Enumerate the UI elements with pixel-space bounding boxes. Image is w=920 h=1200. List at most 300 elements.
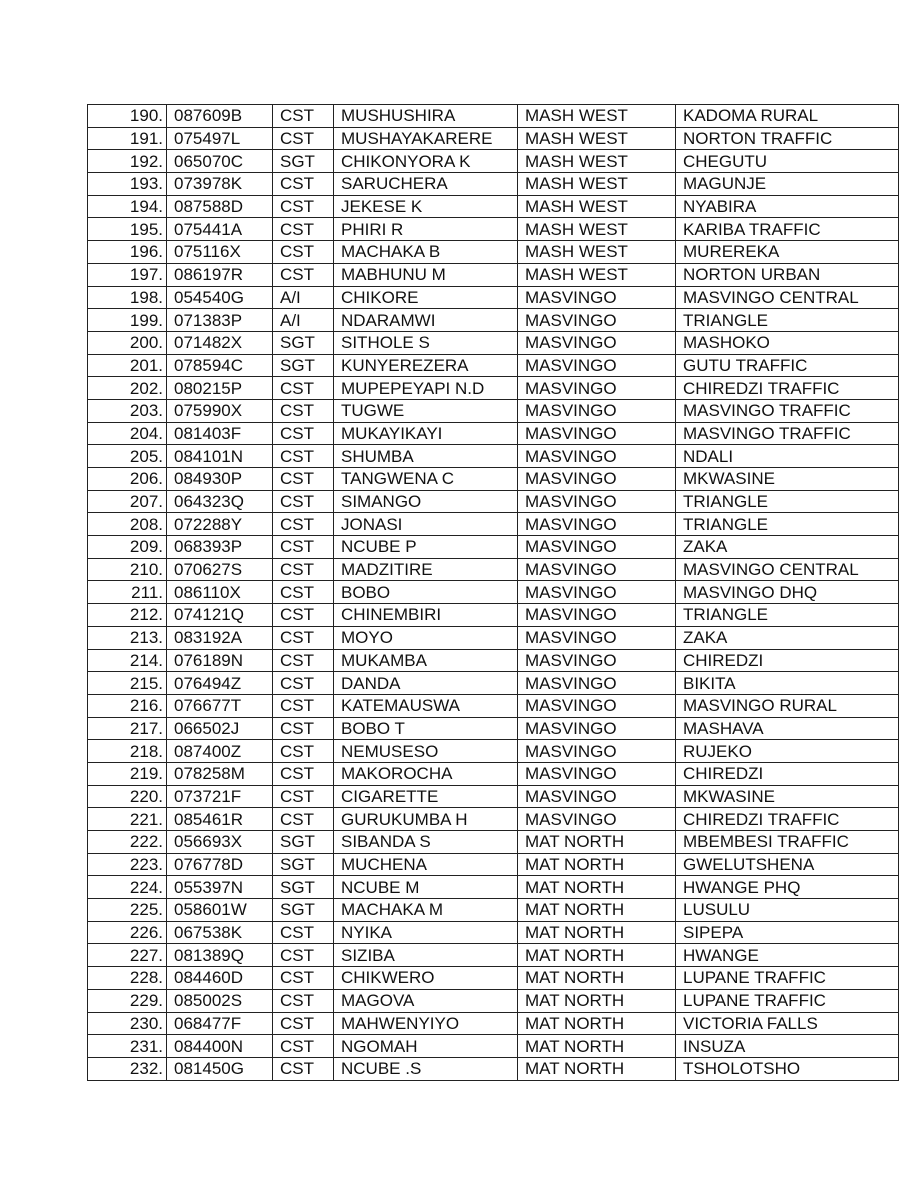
row-number: 197.: [88, 263, 167, 286]
rank-cell: CST: [273, 944, 334, 967]
rank-cell: CST: [273, 989, 334, 1012]
rank-cell: CST: [273, 626, 334, 649]
province-cell: MASVINGO: [518, 740, 676, 763]
station-cell: MKWASINE: [676, 468, 899, 491]
rank-cell: CST: [273, 1012, 334, 1035]
rank-cell: SGT: [273, 150, 334, 173]
province-cell: MASVINGO: [518, 377, 676, 400]
name-cell: JEKESE K: [334, 195, 518, 218]
province-cell: MASH WEST: [518, 218, 676, 241]
station-cell: NORTON TRAFFIC: [676, 127, 899, 150]
station-cell: NDALI: [676, 445, 899, 468]
rank-cell: SGT: [273, 831, 334, 854]
rank-cell: CST: [273, 105, 334, 128]
name-cell: DANDA: [334, 672, 518, 695]
table-row: [88, 785, 899, 808]
station-cell: TRIANGLE: [676, 604, 899, 627]
rank-cell: SGT: [273, 853, 334, 876]
force-number-cell: 068477F: [167, 1012, 273, 1035]
name-cell: MUKAMBA: [334, 649, 518, 672]
force-number-cell: 068393P: [167, 536, 273, 559]
rank-cell: CST: [273, 218, 334, 241]
rank-cell: A/I: [273, 309, 334, 332]
name-cell: MAKOROCHA: [334, 762, 518, 785]
station-cell: RUJEKO: [676, 740, 899, 763]
rank-cell: CST: [273, 785, 334, 808]
force-number-cell: 074121Q: [167, 604, 273, 627]
table-row: [88, 445, 899, 468]
station-cell: ZAKA: [676, 536, 899, 559]
table-row: [88, 604, 899, 627]
force-number-cell: 086197R: [167, 263, 273, 286]
station-cell: TRIANGLE: [676, 309, 899, 332]
province-cell: MAT NORTH: [518, 967, 676, 990]
table-row: [88, 694, 899, 717]
force-number-cell: 084101N: [167, 445, 273, 468]
table-row: [88, 581, 899, 604]
station-cell: CHIREDZI: [676, 649, 899, 672]
province-cell: MASVINGO: [518, 536, 676, 559]
name-cell: SIMANGO: [334, 490, 518, 513]
rank-cell: CST: [273, 536, 334, 559]
row-number: 226.: [88, 921, 167, 944]
province-cell: MASVINGO: [518, 626, 676, 649]
name-cell: SARUCHERA: [334, 173, 518, 196]
table-row: [88, 558, 899, 581]
rank-cell: CST: [273, 445, 334, 468]
table-row: [88, 831, 899, 854]
row-number: 217.: [88, 717, 167, 740]
station-cell: HWANGE PHQ: [676, 876, 899, 899]
force-number-cell: 065070C: [167, 150, 273, 173]
row-number: 221.: [88, 808, 167, 831]
name-cell: SIZIBA: [334, 944, 518, 967]
province-cell: MAT NORTH: [518, 1012, 676, 1035]
force-number-cell: 084400N: [167, 1035, 273, 1058]
row-number: 220.: [88, 785, 167, 808]
force-number-cell: 085461R: [167, 808, 273, 831]
table-row: [88, 263, 899, 286]
table-row: [88, 536, 899, 559]
table-row: [88, 649, 899, 672]
province-cell: MASH WEST: [518, 263, 676, 286]
province-cell: MASVINGO: [518, 286, 676, 309]
province-cell: MASH WEST: [518, 127, 676, 150]
name-cell: CHINEMBIRI: [334, 604, 518, 627]
row-number: 231.: [88, 1035, 167, 1058]
rank-cell: SGT: [273, 354, 334, 377]
province-cell: MASVINGO: [518, 468, 676, 491]
force-number-cell: 087588D: [167, 195, 273, 218]
table-row: [88, 173, 899, 196]
force-number-cell: 055397N: [167, 876, 273, 899]
table-row: [88, 853, 899, 876]
name-cell: MUCHENA: [334, 853, 518, 876]
row-number: 200.: [88, 331, 167, 354]
table-row: [88, 286, 899, 309]
name-cell: NEMUSESO: [334, 740, 518, 763]
province-cell: MASVINGO: [518, 581, 676, 604]
province-cell: MASVINGO: [518, 399, 676, 422]
force-number-cell: 087400Z: [167, 740, 273, 763]
row-number: 194.: [88, 195, 167, 218]
province-cell: MASVINGO: [518, 604, 676, 627]
force-number-cell: 070627S: [167, 558, 273, 581]
station-cell: INSUZA: [676, 1035, 899, 1058]
force-number-cell: 072288Y: [167, 513, 273, 536]
table-row: [88, 422, 899, 445]
rank-cell: CST: [273, 399, 334, 422]
table-row: [88, 241, 899, 264]
row-number: 202.: [88, 377, 167, 400]
rank-cell: CST: [273, 513, 334, 536]
station-cell: NYABIRA: [676, 195, 899, 218]
province-cell: MASVINGO: [518, 694, 676, 717]
station-cell: MASVINGO CENTRAL: [676, 558, 899, 581]
row-number: 195.: [88, 218, 167, 241]
force-number-cell: 076778D: [167, 853, 273, 876]
province-cell: MASVINGO: [518, 717, 676, 740]
row-number: 228.: [88, 967, 167, 990]
row-number: 209.: [88, 536, 167, 559]
province-cell: MAT NORTH: [518, 1057, 676, 1080]
rank-cell: CST: [273, 672, 334, 695]
province-cell: MAT NORTH: [518, 899, 676, 922]
table-row: [88, 740, 899, 763]
province-cell: MASVINGO: [518, 445, 676, 468]
rank-cell: CST: [273, 1035, 334, 1058]
station-cell: GUTU TRAFFIC: [676, 354, 899, 377]
row-number: 216.: [88, 694, 167, 717]
force-number-cell: 054540G: [167, 286, 273, 309]
rank-cell: CST: [273, 649, 334, 672]
rank-cell: CST: [273, 604, 334, 627]
station-cell: LUSULU: [676, 899, 899, 922]
force-number-cell: 084930P: [167, 468, 273, 491]
force-number-cell: 078594C: [167, 354, 273, 377]
station-cell: CHIREDZI: [676, 762, 899, 785]
name-cell: KUNYEREZERA: [334, 354, 518, 377]
table-row: [88, 899, 899, 922]
roster-body: [88, 105, 899, 1081]
province-cell: MASVINGO: [518, 490, 676, 513]
rank-cell: A/I: [273, 286, 334, 309]
rank-cell: CST: [273, 468, 334, 491]
station-cell: MASVINGO RURAL: [676, 694, 899, 717]
province-cell: MASVINGO: [518, 422, 676, 445]
station-cell: CHIREDZI TRAFFIC: [676, 377, 899, 400]
table-row: [88, 150, 899, 173]
table-row: [88, 105, 899, 128]
rank-cell: CST: [273, 694, 334, 717]
station-cell: GWELUTSHENA: [676, 853, 899, 876]
row-number: 223.: [88, 853, 167, 876]
station-cell: MASVINGO TRAFFIC: [676, 399, 899, 422]
row-number: 212.: [88, 604, 167, 627]
name-cell: CIGARETTE: [334, 785, 518, 808]
row-number: 198.: [88, 286, 167, 309]
station-cell: LUPANE TRAFFIC: [676, 967, 899, 990]
name-cell: CHIKORE: [334, 286, 518, 309]
table-row: [88, 808, 899, 831]
rank-cell: CST: [273, 1057, 334, 1080]
station-cell: ZAKA: [676, 626, 899, 649]
table-row: [88, 127, 899, 150]
name-cell: NYIKA: [334, 921, 518, 944]
table-row: [88, 331, 899, 354]
province-cell: MAT NORTH: [518, 876, 676, 899]
name-cell: MADZITIRE: [334, 558, 518, 581]
row-number: 219.: [88, 762, 167, 785]
force-number-cell: 075116X: [167, 241, 273, 264]
row-number: 206.: [88, 468, 167, 491]
row-number: 232.: [88, 1057, 167, 1080]
force-number-cell: 058601W: [167, 899, 273, 922]
force-number-cell: 080215P: [167, 377, 273, 400]
row-number: 214.: [88, 649, 167, 672]
table-row: [88, 967, 899, 990]
rank-cell: CST: [273, 921, 334, 944]
name-cell: NDARAMWI: [334, 309, 518, 332]
force-number-cell: 083192A: [167, 626, 273, 649]
name-cell: TANGWENA C: [334, 468, 518, 491]
province-cell: MASH WEST: [518, 195, 676, 218]
rank-cell: CST: [273, 967, 334, 990]
station-cell: BIKITA: [676, 672, 899, 695]
row-number: 196.: [88, 241, 167, 264]
table-row: [88, 399, 899, 422]
station-cell: MASVINGO CENTRAL: [676, 286, 899, 309]
table-row: [88, 490, 899, 513]
row-number: 230.: [88, 1012, 167, 1035]
table-row: [88, 921, 899, 944]
force-number-cell: 073721F: [167, 785, 273, 808]
table-row: [88, 218, 899, 241]
province-cell: MAT NORTH: [518, 1035, 676, 1058]
row-number: 225.: [88, 899, 167, 922]
province-cell: MAT NORTH: [518, 921, 676, 944]
province-cell: MAT NORTH: [518, 944, 676, 967]
name-cell: BOBO T: [334, 717, 518, 740]
row-number: 190.: [88, 105, 167, 128]
table-row: [88, 354, 899, 377]
name-cell: MAGOVA: [334, 989, 518, 1012]
row-number: 199.: [88, 309, 167, 332]
province-cell: MASVINGO: [518, 672, 676, 695]
name-cell: MOYO: [334, 626, 518, 649]
rank-cell: CST: [273, 717, 334, 740]
row-number: 224.: [88, 876, 167, 899]
station-cell: TSHOLOTSHO: [676, 1057, 899, 1080]
province-cell: MAT NORTH: [518, 853, 676, 876]
station-cell: LUPANE TRAFFIC: [676, 989, 899, 1012]
table-row: [88, 944, 899, 967]
table-row: [88, 309, 899, 332]
row-number: 193.: [88, 173, 167, 196]
name-cell: MABHUNU M: [334, 263, 518, 286]
province-cell: MASVINGO: [518, 331, 676, 354]
table-row: [88, 989, 899, 1012]
province-cell: MASH WEST: [518, 150, 676, 173]
row-number: 215.: [88, 672, 167, 695]
rank-cell: CST: [273, 241, 334, 264]
name-cell: SHUMBA: [334, 445, 518, 468]
name-cell: MUKAYIKAYI: [334, 422, 518, 445]
name-cell: MAHWENYIYO: [334, 1012, 518, 1035]
rank-cell: CST: [273, 762, 334, 785]
force-number-cell: 073978K: [167, 173, 273, 196]
station-cell: MASVINGO TRAFFIC: [676, 422, 899, 445]
table-row: [88, 1012, 899, 1035]
row-number: 201.: [88, 354, 167, 377]
table-row: [88, 1035, 899, 1058]
row-number: 204.: [88, 422, 167, 445]
rank-cell: CST: [273, 195, 334, 218]
name-cell: CHIKWERO: [334, 967, 518, 990]
name-cell: SIBANDA S: [334, 831, 518, 854]
rank-cell: CST: [273, 377, 334, 400]
station-cell: TRIANGLE: [676, 513, 899, 536]
rank-cell: SGT: [273, 899, 334, 922]
table-row: [88, 672, 899, 695]
province-cell: MASH WEST: [518, 241, 676, 264]
name-cell: MUPEPEYAPI N.D: [334, 377, 518, 400]
station-cell: CHEGUTU: [676, 150, 899, 173]
force-number-cell: 086110X: [167, 581, 273, 604]
rank-cell: CST: [273, 740, 334, 763]
rank-cell: CST: [273, 808, 334, 831]
province-cell: MAT NORTH: [518, 989, 676, 1012]
force-number-cell: 076494Z: [167, 672, 273, 695]
row-number: 192.: [88, 150, 167, 173]
row-number: 227.: [88, 944, 167, 967]
station-cell: HWANGE: [676, 944, 899, 967]
name-cell: PHIRI R: [334, 218, 518, 241]
row-number: 213.: [88, 626, 167, 649]
force-number-cell: 071383P: [167, 309, 273, 332]
province-cell: MASVINGO: [518, 808, 676, 831]
station-cell: CHIREDZI TRAFFIC: [676, 808, 899, 831]
row-number: 205.: [88, 445, 167, 468]
name-cell: TUGWE: [334, 399, 518, 422]
force-number-cell: 075990X: [167, 399, 273, 422]
rank-cell: CST: [273, 558, 334, 581]
name-cell: NCUBE P: [334, 536, 518, 559]
name-cell: JONASI: [334, 513, 518, 536]
roster-table: [87, 104, 899, 1081]
table-row: [88, 876, 899, 899]
station-cell: MKWASINE: [676, 785, 899, 808]
province-cell: MASVINGO: [518, 762, 676, 785]
province-cell: MASVINGO: [518, 354, 676, 377]
force-number-cell: 075441A: [167, 218, 273, 241]
force-number-cell: 078258M: [167, 762, 273, 785]
station-cell: MASHAVA: [676, 717, 899, 740]
name-cell: MACHAKA M: [334, 899, 518, 922]
name-cell: SITHOLE S: [334, 331, 518, 354]
rank-cell: CST: [273, 581, 334, 604]
rank-cell: CST: [273, 422, 334, 445]
name-cell: CHIKONYORA K: [334, 150, 518, 173]
force-number-cell: 084460D: [167, 967, 273, 990]
rank-cell: CST: [273, 127, 334, 150]
force-number-cell: 081389Q: [167, 944, 273, 967]
force-number-cell: 087609B: [167, 105, 273, 128]
table-row: [88, 377, 899, 400]
table-row: [88, 513, 899, 536]
station-cell: NORTON URBAN: [676, 263, 899, 286]
rank-cell: SGT: [273, 876, 334, 899]
name-cell: NCUBE M: [334, 876, 518, 899]
name-cell: KATEMAUSWA: [334, 694, 518, 717]
name-cell: GURUKUMBA H: [334, 808, 518, 831]
province-cell: MASVINGO: [518, 649, 676, 672]
table-row: [88, 626, 899, 649]
row-number: 191.: [88, 127, 167, 150]
station-cell: VICTORIA FALLS: [676, 1012, 899, 1035]
table-row: [88, 717, 899, 740]
name-cell: MUSHAYAKARERE: [334, 127, 518, 150]
force-number-cell: 085002S: [167, 989, 273, 1012]
table-row: [88, 762, 899, 785]
row-number: 207.: [88, 490, 167, 513]
rank-cell: CST: [273, 173, 334, 196]
province-cell: MASVINGO: [518, 558, 676, 581]
row-number: 222.: [88, 831, 167, 854]
row-number: 218.: [88, 740, 167, 763]
station-cell: MASVINGO DHQ: [676, 581, 899, 604]
force-number-cell: 075497L: [167, 127, 273, 150]
row-number: 210.: [88, 558, 167, 581]
rank-cell: CST: [273, 263, 334, 286]
rank-cell: CST: [273, 490, 334, 513]
name-cell: MUSHUSHIRA: [334, 105, 518, 128]
station-cell: MASHOKO: [676, 331, 899, 354]
name-cell: NCUBE .S: [334, 1057, 518, 1080]
force-number-cell: 066502J: [167, 717, 273, 740]
force-number-cell: 076189N: [167, 649, 273, 672]
table-row: [88, 1057, 899, 1080]
force-number-cell: 081403F: [167, 422, 273, 445]
force-number-cell: 076677T: [167, 694, 273, 717]
name-cell: MACHAKA B: [334, 241, 518, 264]
province-cell: MASVINGO: [518, 785, 676, 808]
row-number: 211.: [88, 581, 167, 604]
station-cell: KADOMA RURAL: [676, 105, 899, 128]
force-number-cell: 056693X: [167, 831, 273, 854]
province-cell: MAT NORTH: [518, 831, 676, 854]
station-cell: TRIANGLE: [676, 490, 899, 513]
province-cell: MASH WEST: [518, 105, 676, 128]
province-cell: MASVINGO: [518, 309, 676, 332]
name-cell: BOBO: [334, 581, 518, 604]
table-row: [88, 195, 899, 218]
row-number: 203.: [88, 399, 167, 422]
force-number-cell: 071482X: [167, 331, 273, 354]
station-cell: MAGUNJE: [676, 173, 899, 196]
province-cell: MASH WEST: [518, 173, 676, 196]
row-number: 229.: [88, 989, 167, 1012]
force-number-cell: 067538K: [167, 921, 273, 944]
force-number-cell: 081450G: [167, 1057, 273, 1080]
force-number-cell: 064323Q: [167, 490, 273, 513]
table-row: [88, 468, 899, 491]
name-cell: NGOMAH: [334, 1035, 518, 1058]
province-cell: MASVINGO: [518, 513, 676, 536]
station-cell: MBEMBESI TRAFFIC: [676, 831, 899, 854]
station-cell: SIPEPA: [676, 921, 899, 944]
station-cell: KARIBA TRAFFIC: [676, 218, 899, 241]
